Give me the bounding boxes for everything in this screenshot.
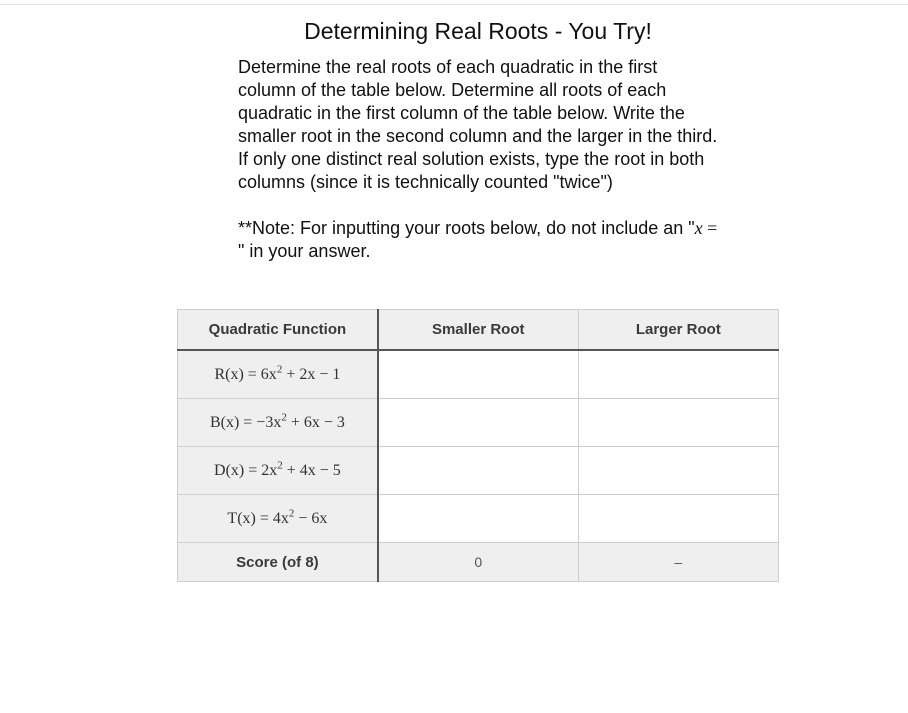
function-b [209,411,345,431]
table-header-row [178,310,779,351]
larger-root-input-r[interactable] [578,350,778,399]
function-t-exponent: 2 [288,507,295,520]
table-row [178,447,779,495]
score-smaller-root: 0 [378,543,578,582]
function-t [227,507,328,527]
function-cell-t [178,495,378,543]
note-paragraph [238,217,718,263]
note-prefix: **Note: For inputting your roots below, do not include an " [238,218,695,238]
header-smaller-root: Smaller Root [378,310,578,351]
function-cell-r [178,350,378,399]
table-row [178,350,779,399]
smaller-root-input-r[interactable] [378,350,578,399]
header-quadratic-function: Quadratic Function [178,310,378,351]
header-larger-root: Larger Root [578,310,778,351]
function-b-exponent: 2 [281,411,287,424]
table-row [178,399,779,447]
smaller-root-input-d[interactable] [378,447,578,495]
function-r [214,363,341,383]
top-divider [0,4,908,5]
table-row [178,495,779,543]
function-r-exponent: 2 [276,363,283,376]
roots-table [177,309,779,582]
larger-root-input-b[interactable] [578,399,778,447]
note-variable: x [694,218,703,238]
function-d-exponent: 2 [277,459,283,472]
larger-root-input-t[interactable] [578,495,778,543]
score-larger-root: – [578,543,778,582]
larger-root-input-d[interactable] [578,447,778,495]
page-title: Determining Real Roots - You Try! [304,18,652,44]
function-t-lhs: T(x) = 4x [227,509,289,527]
function-cell-d [178,447,378,495]
score-label: Score (of 8) [178,543,378,582]
function-cell-b [178,399,378,447]
note-suffix: " in your answer. [238,241,371,261]
instructions [238,56,718,263]
function-d-lhs: D(x) = 2x [214,461,278,479]
smaller-root-input-t[interactable] [378,495,578,543]
smaller-root-input-b[interactable] [378,399,578,447]
function-r-rhs: + 2x − 1 [282,365,341,383]
function-d [214,459,341,479]
score-row [178,543,779,582]
note-equals: = [702,218,718,238]
function-d-rhs: + 4x − 5 [282,461,341,479]
function-b-lhs: B(x) = −3x [209,413,282,431]
function-b-rhs: + 6x − 3 [286,413,345,431]
function-t-rhs: − 6x [294,509,328,527]
function-r-lhs: R(x) = 6x [214,365,277,383]
instructions-paragraph: Determine the real roots of each quadratic in the first column of the table below. Determine all roots of each quadratic in the first column of the table below. Write the smaller root in the second column and the larger in the third. If only one distinct real solution exists, type the root in both columns (since it is technically counted "twice") [238,57,718,192]
